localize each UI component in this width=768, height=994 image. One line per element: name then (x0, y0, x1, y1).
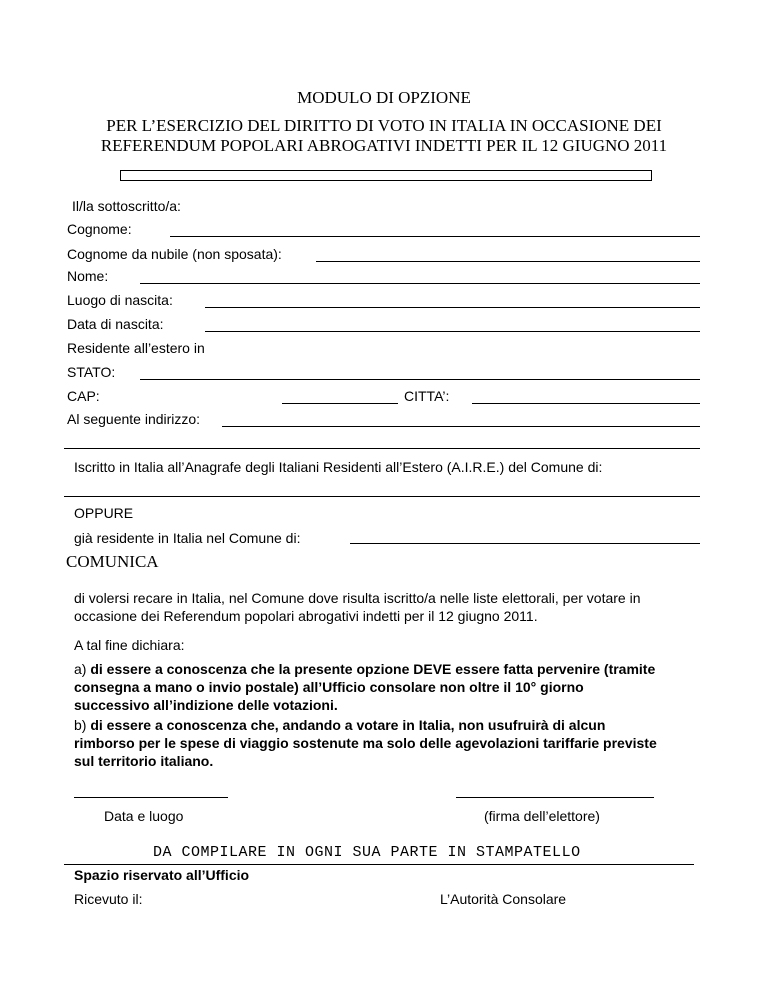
citta-label: CITTA’: (404, 388, 450, 404)
data-luogo-field[interactable] (74, 797, 228, 798)
form-subtitle-line-1: PER L’ESERCIZIO DEL DIRITTO DI VOTO IN ITALIA IN OCCASIONE DEI (106, 116, 662, 135)
declaration-b-line-2: rimborso per le spese di viaggio sostenute ma solo delle agevolazioni tariffarie previste (74, 735, 657, 751)
comunica-heading: COMUNICA (66, 552, 159, 571)
stampatello-notice: DA COMPILARE IN OGNI SUA PARTE IN STAMPATELLO (153, 844, 581, 861)
form-title: MODULO DI OPZIONE (297, 88, 471, 107)
declaration-b-prefix: b) (74, 717, 87, 733)
declaration-a-line-1: di essere a conoscenza che la presente opzione DEVE essere fatta pervenire (tramite (90, 661, 656, 677)
citta-field[interactable] (472, 403, 700, 404)
comunica-text-line-2: occasione dei Referendum popolari abrogativi indetti per il 12 giugno 2011. (74, 608, 538, 624)
indirizzo-field-2[interactable] (64, 448, 700, 449)
intro-label: Il/la sottoscritto/a: (72, 198, 181, 214)
gia-residente-field[interactable] (350, 543, 700, 544)
nome-label: Nome: (67, 268, 109, 284)
residente-label: Residente all’estero in (67, 340, 205, 356)
dichiara-label: A tal fine dichiara: (74, 637, 185, 653)
aire-label: Iscritto in Italia all’Anagrafe degli Italiani Residenti all’Estero (A.I.R.E.) del Comune di: (74, 459, 603, 475)
cap-label: CAP: (67, 388, 100, 404)
data-luogo-label: Data e luogo (104, 808, 184, 824)
stato-field[interactable] (140, 379, 700, 380)
declaration-b-line-3: sul territorio italiano. (74, 753, 214, 769)
cap-field[interactable] (282, 403, 398, 404)
declaration-b-line-1: di essere a conoscenza che, andando a votare in Italia, non usufruirà di alcun (90, 717, 606, 733)
form-subtitle-line-2: REFERENDUM POPOLARI ABROGATIVI INDETTI PER IL 12 GIUGNO 2011 (100, 136, 668, 155)
comunica-text (74, 589, 704, 625)
declaration-b (74, 716, 704, 770)
cognome-nubile-field[interactable] (316, 261, 700, 262)
cognome-label: Cognome: (67, 221, 132, 237)
declaration-a-line-2: consegna a mano o invio postale) all’Ufficio consolare non oltre il 10° giorno (74, 679, 584, 695)
indirizzo-label: Al seguente indirizzo: (67, 411, 201, 427)
comunica-text-line-1: di volersi recare in Italia, nel Comune dove risulta iscritto/a nelle liste elettorali, per votare in (74, 590, 641, 606)
declaration-a-line-3: successivo all’indizione delle votazioni. (74, 697, 338, 713)
cognome-field[interactable] (170, 236, 700, 237)
declaration-a-prefix: a) (74, 661, 87, 677)
luogo-nascita-label: Luogo di nascita: (67, 292, 173, 308)
spazio-ufficio-label: Spazio riservato all’Ufficio (74, 867, 250, 883)
data-nascita-field[interactable] (205, 331, 700, 332)
luogo-nascita-field[interactable] (205, 307, 700, 308)
stato-label: STATO: (67, 364, 116, 380)
nome-field[interactable] (140, 283, 700, 284)
oppure-label: OPPURE (74, 505, 134, 521)
ricevuto-label: Ricevuto il: (74, 891, 143, 907)
firma-field[interactable] (456, 797, 654, 798)
gia-residente-label: già residente in Italia nel Comune di: (74, 530, 301, 546)
firma-label: (firma dell’elettore) (484, 808, 600, 824)
cognome-nubile-label: Cognome da nubile (non sposata): (67, 246, 282, 262)
indirizzo-field[interactable] (222, 426, 700, 427)
declaration-a (74, 660, 704, 714)
header-bar (120, 170, 652, 181)
aire-comune-field[interactable] (64, 496, 700, 497)
data-nascita-label: Data di nascita: (67, 316, 164, 332)
autorita-label: L’Autorità Consolare (440, 891, 567, 907)
footer-divider (64, 864, 694, 865)
